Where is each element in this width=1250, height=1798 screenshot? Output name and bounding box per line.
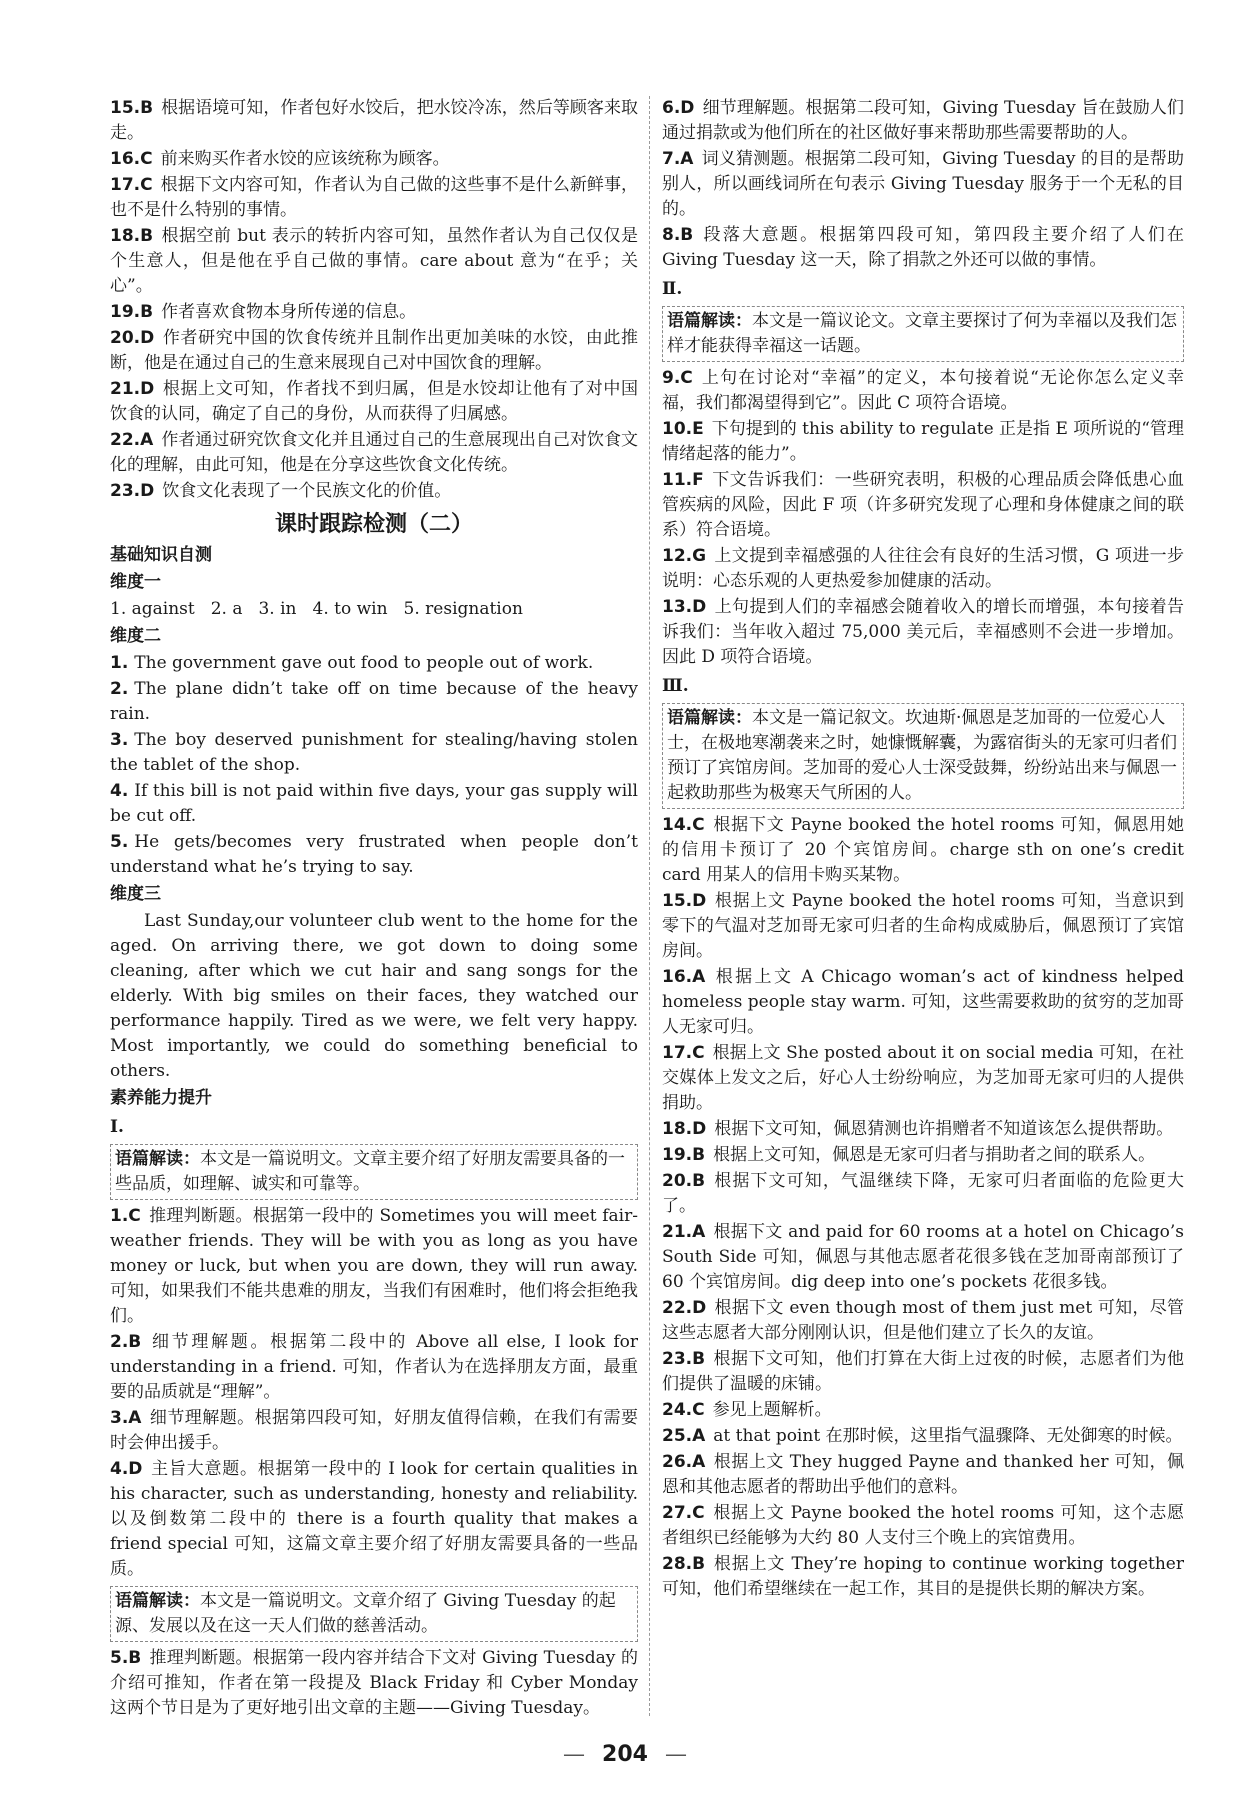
answer-item (662, 1041, 1184, 1116)
fill-blank-answer: 3. in (258, 599, 297, 619)
fill-blank-answer: 1. against (110, 599, 195, 619)
item-number: 2. (110, 679, 129, 699)
answer-item (662, 366, 1184, 416)
item-explanation: 根据下文 and paid for 60 rooms at a hotel on Chicago’s South Side 可知，佩恩与其他志愿者花很多钱在芝加哥南部预订了 60 个宾馆房间。dig deep into one’s pockets 花很多钱。 (662, 1222, 1184, 1292)
item-explanation: 根据上文 They’re hoping to continue working together 可知，他们希望继续在一起工作，其目的是提供长期的解决方案。 (662, 1554, 1184, 1599)
item-explanation: 细节理解题。根据第二段可知，Giving Tuesday 旨在鼓励人们通过捐款或为他们所在的社区做好事来帮助那些需要帮助的人。 (662, 98, 1184, 143)
dimension-one-answers (110, 597, 638, 622)
item-number: 1. (110, 1206, 129, 1226)
item-answer: C (680, 368, 693, 388)
item-explanation: 根据上文 She posted about it on social media 可知，在社交媒体上发文之后，好心人士纷纷响应，为芝加哥无家可归的人提供捐助。 (662, 1043, 1184, 1113)
item-answer: C (692, 1400, 705, 1420)
item-answer: B (140, 226, 154, 246)
item-number: 14. (662, 815, 693, 835)
item-answer: C (140, 149, 153, 169)
answer-item (110, 651, 638, 676)
item-number: 8. (662, 225, 681, 245)
item-explanation: 上文提到幸福感强的人往往会有良好的生活习惯，G 项进一步说明：心态乐观的人更热爱参加健康的活动。 (662, 546, 1184, 591)
answer-item (662, 1398, 1184, 1423)
answer-item (662, 813, 1184, 888)
answer-item (110, 173, 638, 223)
item-answer: A (692, 967, 706, 987)
box-text: 本文是一篇记叙文。坎迪斯·佩恩是芝加哥的一位爱心人士，在极地寒潮袭来之时，她慷慨解囊，为露宿街头的无家可归者们预订了宾馆房间。芝加哥的爱心人士深受鼓舞，纷纷站出来与佩恩一起救助那些为极寒天气所困的人。 (667, 708, 1177, 803)
dimension-three-passage: Last Sunday,our volunteer club went to the home for the aged. On arriving there, we got down to doing some cleaning, after which we cut hair and sang songs for the elderly. With big smiles on their faces, they watched our performance happily. Tired as we were, we felt very happy. Most importantly, we could do something beneficial to others. (110, 911, 638, 1081)
answer-item (662, 1501, 1184, 1551)
answer-item (662, 595, 1184, 670)
item-number: 15. (110, 98, 141, 118)
ability-heading: 素养能力提升 (110, 1088, 212, 1108)
answer-item (110, 147, 638, 172)
item-answer: A (128, 1408, 142, 1428)
passage-analysis-box (662, 703, 1184, 809)
answer-item (662, 417, 1184, 467)
answer-item (110, 326, 638, 376)
item-number: 3. (110, 730, 129, 750)
fill-blank-answer: 4. to win (312, 599, 388, 619)
item-answer: C (692, 815, 705, 835)
item-number: 15. (662, 891, 693, 911)
answer-item (110, 479, 638, 504)
item-explanation: 下文告诉我们：一些研究表明，积极的心理品质会降低患心血管疾病的风险，因此 F 项（许多研究发现了心理和身体健康之间的联系）符合语境。 (662, 470, 1184, 540)
item-explanation: 词义猜测题。根据第二段可知，Giving Tuesday 的目的是帮助别人，所以画线词所在句表示 Giving Tuesday 服务于一个无私的目的。 (662, 149, 1184, 219)
item-explanation: 根据语境可知，作者包好水饺后，把水饺冷冻，然后等顾客来取走。 (110, 98, 638, 143)
fill-blank-answer: 5. resignation (403, 599, 523, 619)
item-number: 28. (662, 1554, 693, 1574)
item-number: 6. (662, 98, 681, 118)
item-explanation: 作者通过研究饮食文化并且通过自己的生意展现出自己对饮食文化的理解，由此可知，他是在分享这些饮食文化传统。 (110, 430, 638, 475)
item-explanation: 推理判断题。根据第一段内容并结合下文对 Giving Tuesday 的介绍可推知，作者在第一段提及 Black Friday 和 Cyber Monday 这两个节日是为了更好地引出文章的主题——Giving Tuesday。 (110, 1648, 638, 1718)
item-answer: A (140, 430, 154, 450)
item-answer: B (692, 1145, 706, 1165)
answer-item (110, 677, 638, 727)
answer-item (110, 1204, 638, 1329)
answer-list (110, 1204, 638, 1582)
item-number: 22. (110, 430, 141, 450)
answer-item (662, 1552, 1184, 1602)
item-number: 4. (110, 1459, 129, 1479)
item-answer: B (128, 1332, 142, 1352)
item-explanation: 根据上文 They hugged Payne and thanked her 可知，佩恩和其他志愿者的帮助出乎他们的意料。 (662, 1452, 1184, 1497)
item-answer: A (692, 1426, 706, 1446)
answer-item (662, 1296, 1184, 1346)
item-number: 16. (662, 967, 693, 987)
item-answer: G (692, 546, 707, 566)
answer-list (662, 366, 1184, 670)
item-explanation: 根据下文 Payne booked the hotel rooms 可知，佩恩用她的信用卡预订了 20 个宾馆房间。charge sth on one’s credit card 用某人的信用卡购买某物。 (662, 815, 1184, 885)
item-answer: B (680, 225, 694, 245)
answer-item (110, 1406, 638, 1456)
part-one-label: Ⅰ. (110, 1117, 124, 1137)
item-answer: B (128, 1648, 142, 1668)
answer-item (110, 728, 638, 778)
item-answer: B (692, 1554, 706, 1574)
answer-item (662, 1143, 1184, 1168)
item-explanation: 根据上文 Payne booked the hotel rooms 可知，这个志愿者组织已经能够为大约 80 人支付三个晚上的宾馆费用。 (662, 1503, 1184, 1548)
answer-item (662, 544, 1184, 594)
item-answer: A (692, 1452, 706, 1472)
item-explanation: 根据下文内容可知，作者认为自己做的这些事不是什么新鲜事，也不是什么特别的事情。 (110, 175, 638, 220)
answer-list (110, 96, 638, 504)
footer-dash: — (563, 1742, 586, 1767)
answer-item (662, 147, 1184, 222)
item-explanation: The government gave out food to people out of work. (134, 653, 594, 673)
item-answer: C (692, 1043, 705, 1063)
item-explanation: 根据上文 Payne booked the hotel rooms 可知，当意识到零下的气温对芝加哥无家可归者的生命构成威胁后，佩恩预订了宾馆房间。 (662, 891, 1184, 961)
box-label: 语篇解读： (667, 708, 752, 728)
item-explanation: 主旨大意题。根据第一段中的 I look for certain qualities in his character, such as understanding, honesty and reliability. 以及倒数第二段中的 there is a fourth quality that makes a friend special 可知，这篇文章主要介绍了好朋友需要具备的一些品质。 (110, 1459, 638, 1579)
item-number: 23. (662, 1349, 693, 1369)
item-answer: B (692, 1349, 706, 1369)
item-answer: C (128, 1206, 141, 1226)
item-answer: C (692, 1503, 705, 1523)
item-answer: D (140, 328, 155, 348)
box-text: 本文是一篇说明文。文章介绍了 Giving Tuesday 的起源、发展以及在这一天人们做的慈善活动。 (115, 1591, 616, 1636)
item-answer: D (692, 1119, 707, 1139)
answer-list (662, 96, 1184, 273)
item-explanation: 饮食文化表现了一个民族文化的价值。 (162, 481, 452, 501)
page-footer (0, 1742, 1250, 1767)
dimension-two-heading: 维度二 (110, 626, 161, 646)
item-explanation: at that point 在那时候，这里指气温骤降、无处御寒的时候。 (713, 1426, 1183, 1446)
item-explanation: 根据上文可知，作者找不到归属，但是水饺却让他有了对中国饮食的认同，确定了自己的身份，从而获得了归属感。 (110, 379, 638, 424)
answer-item (662, 1347, 1184, 1397)
answer-item (662, 1450, 1184, 1500)
item-explanation: 根据下文可知，佩恩猜测也许捐赠者不知道该怎么提供帮助。 (714, 1119, 1174, 1139)
item-number: 21. (110, 379, 141, 399)
answer-item (110, 428, 638, 478)
item-explanation: 上句在讨论对“幸福”的定义，本句接着说“无论你怎么定义幸福，我们都渴望得到它”。因此 C 项符合语境。 (662, 368, 1184, 413)
item-answer: D (680, 98, 695, 118)
item-answer: D (692, 1298, 707, 1318)
item-number: 16. (110, 149, 141, 169)
item-number: 25. (662, 1426, 693, 1446)
fill-blank-answer: 2. a (210, 599, 243, 619)
item-explanation: 根据下文可知，他们打算在大街上过夜的时候，志愿者们为他们提供了温暖的床铺。 (662, 1349, 1184, 1394)
item-number: 22. (662, 1298, 693, 1318)
item-number: 2. (110, 1332, 129, 1352)
answer-item (662, 223, 1184, 273)
item-explanation: 参见上题解析。 (712, 1400, 832, 1420)
page-number: 204 (602, 1742, 648, 1767)
item-number: 19. (110, 302, 141, 322)
item-explanation: If this bill is not paid within five days, your gas supply will be cut off. (110, 781, 638, 826)
item-number: 26. (662, 1452, 693, 1472)
item-explanation: 根据上文可知，佩恩是无家可归者与捐助者之间的联系人。 (713, 1145, 1156, 1165)
answer-item (662, 965, 1184, 1040)
answer-item (110, 830, 638, 880)
item-number: 24. (662, 1400, 693, 1420)
left-column (110, 96, 638, 1722)
answer-item (662, 1117, 1184, 1142)
item-answer: B (692, 1171, 706, 1191)
passage-analysis-box (110, 1144, 638, 1200)
item-answer: D (692, 891, 707, 911)
item-number: 17. (662, 1043, 693, 1063)
dimension-one-heading: 维度一 (110, 572, 161, 592)
item-number: 27. (662, 1503, 693, 1523)
item-number: 23. (110, 481, 141, 501)
answer-item (662, 96, 1184, 146)
item-number: 5. (110, 832, 129, 852)
item-answer: D (140, 481, 155, 501)
item-number: 21. (662, 1222, 693, 1242)
item-explanation: The plane didn’t take off on time because of the heavy rain. (110, 679, 638, 724)
right-column (662, 96, 1184, 1603)
item-number: 12. (662, 546, 693, 566)
item-explanation: 根据上文 A Chicago woman’s act of kindness helped homeless people stay warm. 可知，这些需要救助的贫穷的芝加哥人无家可归。 (662, 967, 1184, 1037)
answer-item (662, 1220, 1184, 1295)
dimension-two-answers (110, 651, 638, 880)
answer-list (110, 1646, 638, 1721)
passage-analysis-box (662, 306, 1184, 362)
item-explanation: 细节理解题。根据第四段可知，好朋友值得信赖，在我们有需要时会伸出援手。 (110, 1408, 638, 1453)
answer-item (110, 300, 638, 325)
box-text: 本文是一篇说明文。文章主要介绍了好朋友需要具备的一些品质，如理解、诚实和可靠等。 (115, 1149, 625, 1194)
item-explanation: 推理判断题。根据第一段中的 Sometimes you will meet fair-weather friends. They will be with you as long as you have money or luck, but when you are down, they will run away. 可知，如果我们不能共患难的朋友，当我们有困难时，他们将会拒绝我们。 (110, 1206, 638, 1326)
item-answer: D (140, 379, 155, 399)
item-answer: C (140, 175, 153, 195)
item-answer: D (692, 597, 707, 617)
item-number: 3. (110, 1408, 129, 1428)
item-number: 5. (110, 1648, 129, 1668)
item-answer: F (692, 470, 704, 490)
item-number: 9. (662, 368, 681, 388)
item-number: 10. (662, 419, 693, 439)
box-label: 语篇解读： (115, 1149, 200, 1169)
item-answer: A (692, 1222, 706, 1242)
item-number: 17. (110, 175, 141, 195)
item-answer: B (140, 302, 154, 322)
answer-item (662, 468, 1184, 543)
item-number: 4. (110, 781, 129, 801)
section-title: 课时跟踪检测（二） (274, 512, 473, 537)
answer-item (662, 1169, 1184, 1219)
answer-item (110, 1330, 638, 1405)
item-number: 18. (110, 226, 141, 246)
item-explanation: 上句提到人们的幸福感会随着收入的增长而增强，本句接着告诉我们：当年收入超过 75,000 美元后，幸福感则不会进一步增加。因此 D 项符合语境。 (662, 597, 1184, 667)
item-explanation: 细节理解题。根据第二段中的 Above all else, I look for understanding in a friend. 可知，作者认为在选择朋友方面，最重要的品质就是“理解”。 (110, 1332, 638, 1402)
item-number: 20. (110, 328, 141, 348)
item-explanation: 段落大意题。根据第四段可知，第四段主要介绍了人们在 Giving Tuesday 这一天，除了捐款之外还可以做的事情。 (662, 225, 1184, 270)
dimension-three-heading: 维度三 (110, 884, 161, 904)
item-explanation: 根据下文可知，气温继续下降，无家可归者面临的危险更大了。 (662, 1171, 1184, 1216)
item-number: 18. (662, 1119, 693, 1139)
item-number: 19. (662, 1145, 693, 1165)
item-answer: E (692, 419, 704, 439)
item-number: 20. (662, 1171, 693, 1191)
item-number: 13. (662, 597, 693, 617)
answer-item (110, 96, 638, 146)
answer-item (110, 1457, 638, 1582)
basic-knowledge-heading: 基础知识自测 (110, 545, 212, 565)
item-explanation: 根据空前 but 表示的转折内容可知，虽然作者认为自己仅仅是个生意人，但是他在乎自己做的事情。care about 意为“在乎；关心”。 (110, 226, 638, 296)
column-divider (649, 96, 650, 1716)
answer-list (662, 813, 1184, 1602)
item-answer: B (140, 98, 154, 118)
box-text: 本文是一篇议论文。文章主要探讨了何为幸福以及我们怎样才能获得幸福这一话题。 (667, 311, 1177, 356)
item-explanation: 作者研究中国的饮食传统并且制作出更加美味的水饺，由此推断，他是在通过自己的生意来展现自己对中国饮食的理解。 (110, 328, 638, 373)
item-number: 1. (110, 653, 129, 673)
answer-item (110, 377, 638, 427)
item-explanation: He gets/becomes very frustrated when people don’t understand what he’s trying to say. (110, 832, 638, 877)
item-number: 11. (662, 470, 693, 490)
item-answer: A (680, 149, 694, 169)
footer-dash: — (664, 1742, 687, 1767)
part-three-label: Ⅲ. (662, 676, 689, 696)
item-explanation: 作者喜欢食物本身所传递的信息。 (161, 302, 417, 322)
answer-item (110, 224, 638, 299)
answer-item (662, 1424, 1184, 1449)
answer-item (662, 889, 1184, 964)
item-explanation: 前来购买作者水饺的应该统称为顾客。 (160, 149, 450, 169)
passage-analysis-box (110, 1586, 638, 1642)
item-explanation: 根据下文 even though most of them just met 可知，尽管这些志愿者大部分刚刚认识，但是他们建立了长久的友谊。 (662, 1298, 1184, 1343)
box-label: 语篇解读： (115, 1591, 200, 1611)
item-explanation: 下句提到的 this ability to regulate 正是指 E 项所说的“管理情绪起落的能力”。 (662, 419, 1184, 464)
answer-item (110, 779, 638, 829)
item-explanation: The boy deserved punishment for stealing/having stolen the tablet of the shop. (110, 730, 638, 775)
part-two-label: Ⅱ. (662, 279, 683, 299)
item-answer: D (128, 1459, 143, 1479)
item-number: 7. (662, 149, 681, 169)
box-label: 语篇解读： (667, 311, 752, 331)
answer-item (110, 1646, 638, 1721)
